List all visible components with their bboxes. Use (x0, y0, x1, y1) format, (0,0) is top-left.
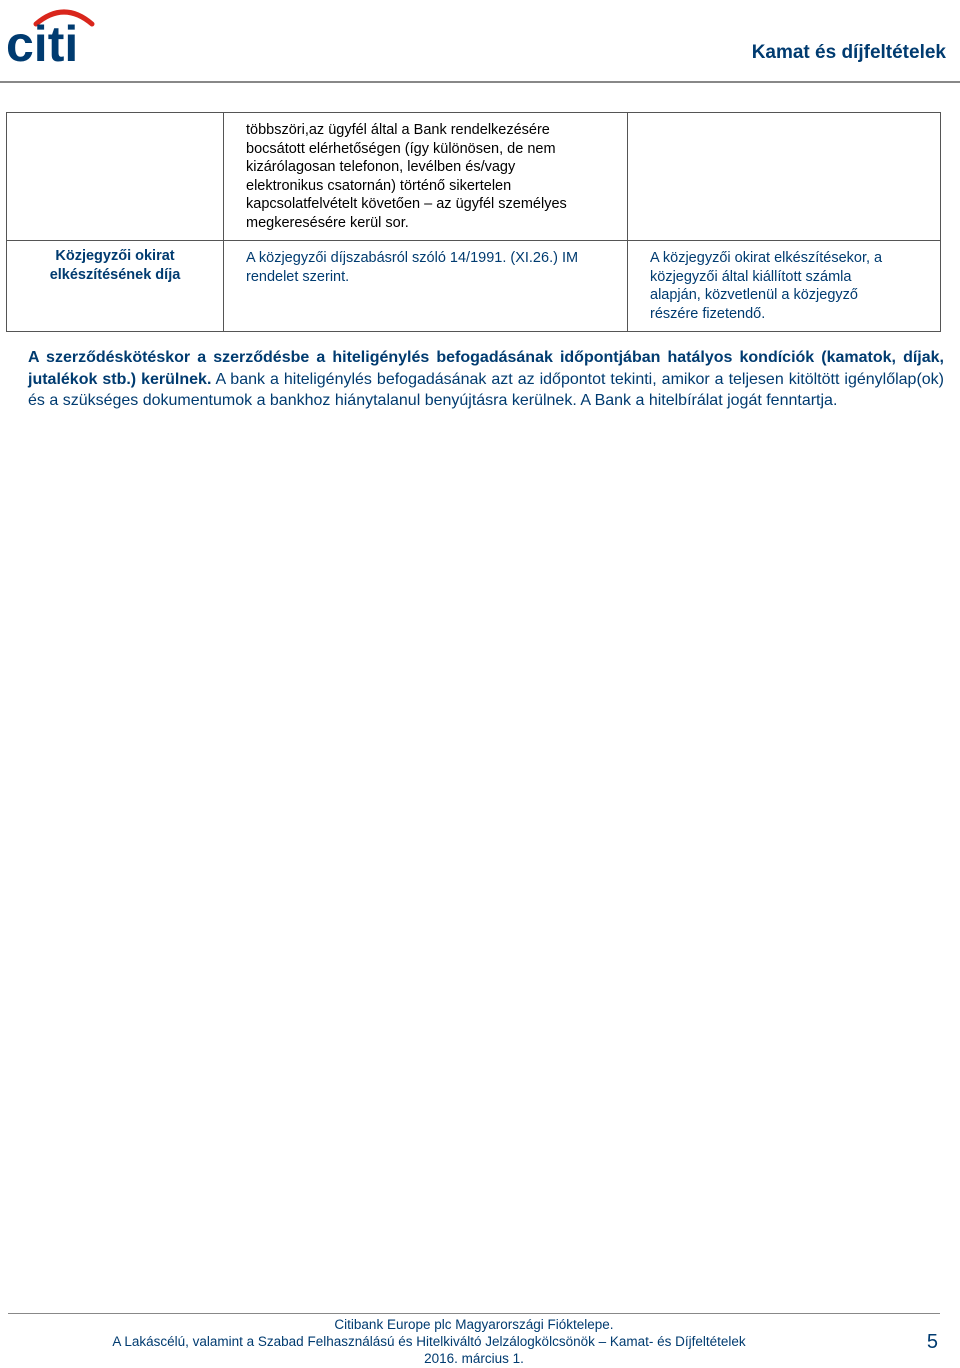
description-line: elektronikus csatornán) történő sikertelen (246, 177, 512, 194)
conditions-bold-text: A szerződéskötéskor a szerződésbe a hiteligénylés befogadásának időpontjában hatályos kondíciók (kamatok, díjak, jutalékok stb.) kerülnek. (28, 349, 944, 388)
fee-note-cell (628, 241, 941, 332)
footer-company: Citibank Europe plc Magyarországi Fióktelepe. (334, 1317, 614, 1332)
description-line: megkeresésére kerül sor. (246, 214, 409, 231)
fee-label-line: elkészítésének díja (49, 266, 181, 283)
svg-text:citi: citi (6, 16, 79, 64)
page-footer (8, 1316, 940, 1367)
description-line: kapcsolatfelvételt követően – az ügyfél személyes (246, 196, 567, 212)
note-line: részére fizetendő. (650, 305, 766, 322)
note-line: A közjegyzői okirat elkészítésekor, a (650, 250, 883, 266)
fee-note-cell (628, 113, 941, 241)
footer-divider (8, 1313, 940, 1314)
document-title: Kamat és díjfeltételek (751, 42, 946, 63)
description-line: kizárólagosan telefonon, levélben és/vagy (246, 159, 516, 175)
description-line: rendelet szerint. (246, 268, 350, 285)
description-line: A közjegyzői díjszabásról szóló 14/1991. (XI.26.) IM (246, 250, 579, 266)
table-row (7, 113, 941, 241)
footer-document-name: A Lakáscélú, valamint a Szabad Felhasználású és Hitelkiváltó Jelzálogkölcsönök – Kamat- és Díjfeltételek (112, 1334, 746, 1349)
table-row (7, 241, 941, 332)
fee-label-cell (7, 113, 224, 241)
fee-label-line: Közjegyzői okirat (55, 248, 175, 264)
fee-description-cell (224, 113, 628, 241)
conditions-regular-text: A bank a hiteligénylés befogadásának azt az időpontot tekinti, amikor a teljesen kitöltött igénylőlap(ok) és a szükséges dokumentumok a bankhoz hiánytalanul benyújtásra kerülnek. A Bank a hitelbírálat jogát fenntartja. (28, 370, 945, 409)
description-line: bocsátott elérhetőségen (így különösen, de nem (246, 140, 556, 157)
fee-table (6, 112, 941, 332)
fee-description-cell (224, 241, 628, 332)
fee-label-cell (7, 241, 224, 332)
description-line: többszöri,az ügyfél által a Bank rendelkezésére (246, 122, 550, 138)
conditions-paragraph (28, 347, 944, 412)
header-divider (0, 81, 960, 83)
citi-logo (6, 4, 110, 64)
footer-date: 2016. március 1. (424, 1351, 524, 1366)
note-line: alapján, közvetlenül a közjegyző (650, 287, 858, 303)
note-line: közjegyzői által kiállított számla (650, 268, 852, 285)
page-number: 5 (926, 1331, 938, 1353)
